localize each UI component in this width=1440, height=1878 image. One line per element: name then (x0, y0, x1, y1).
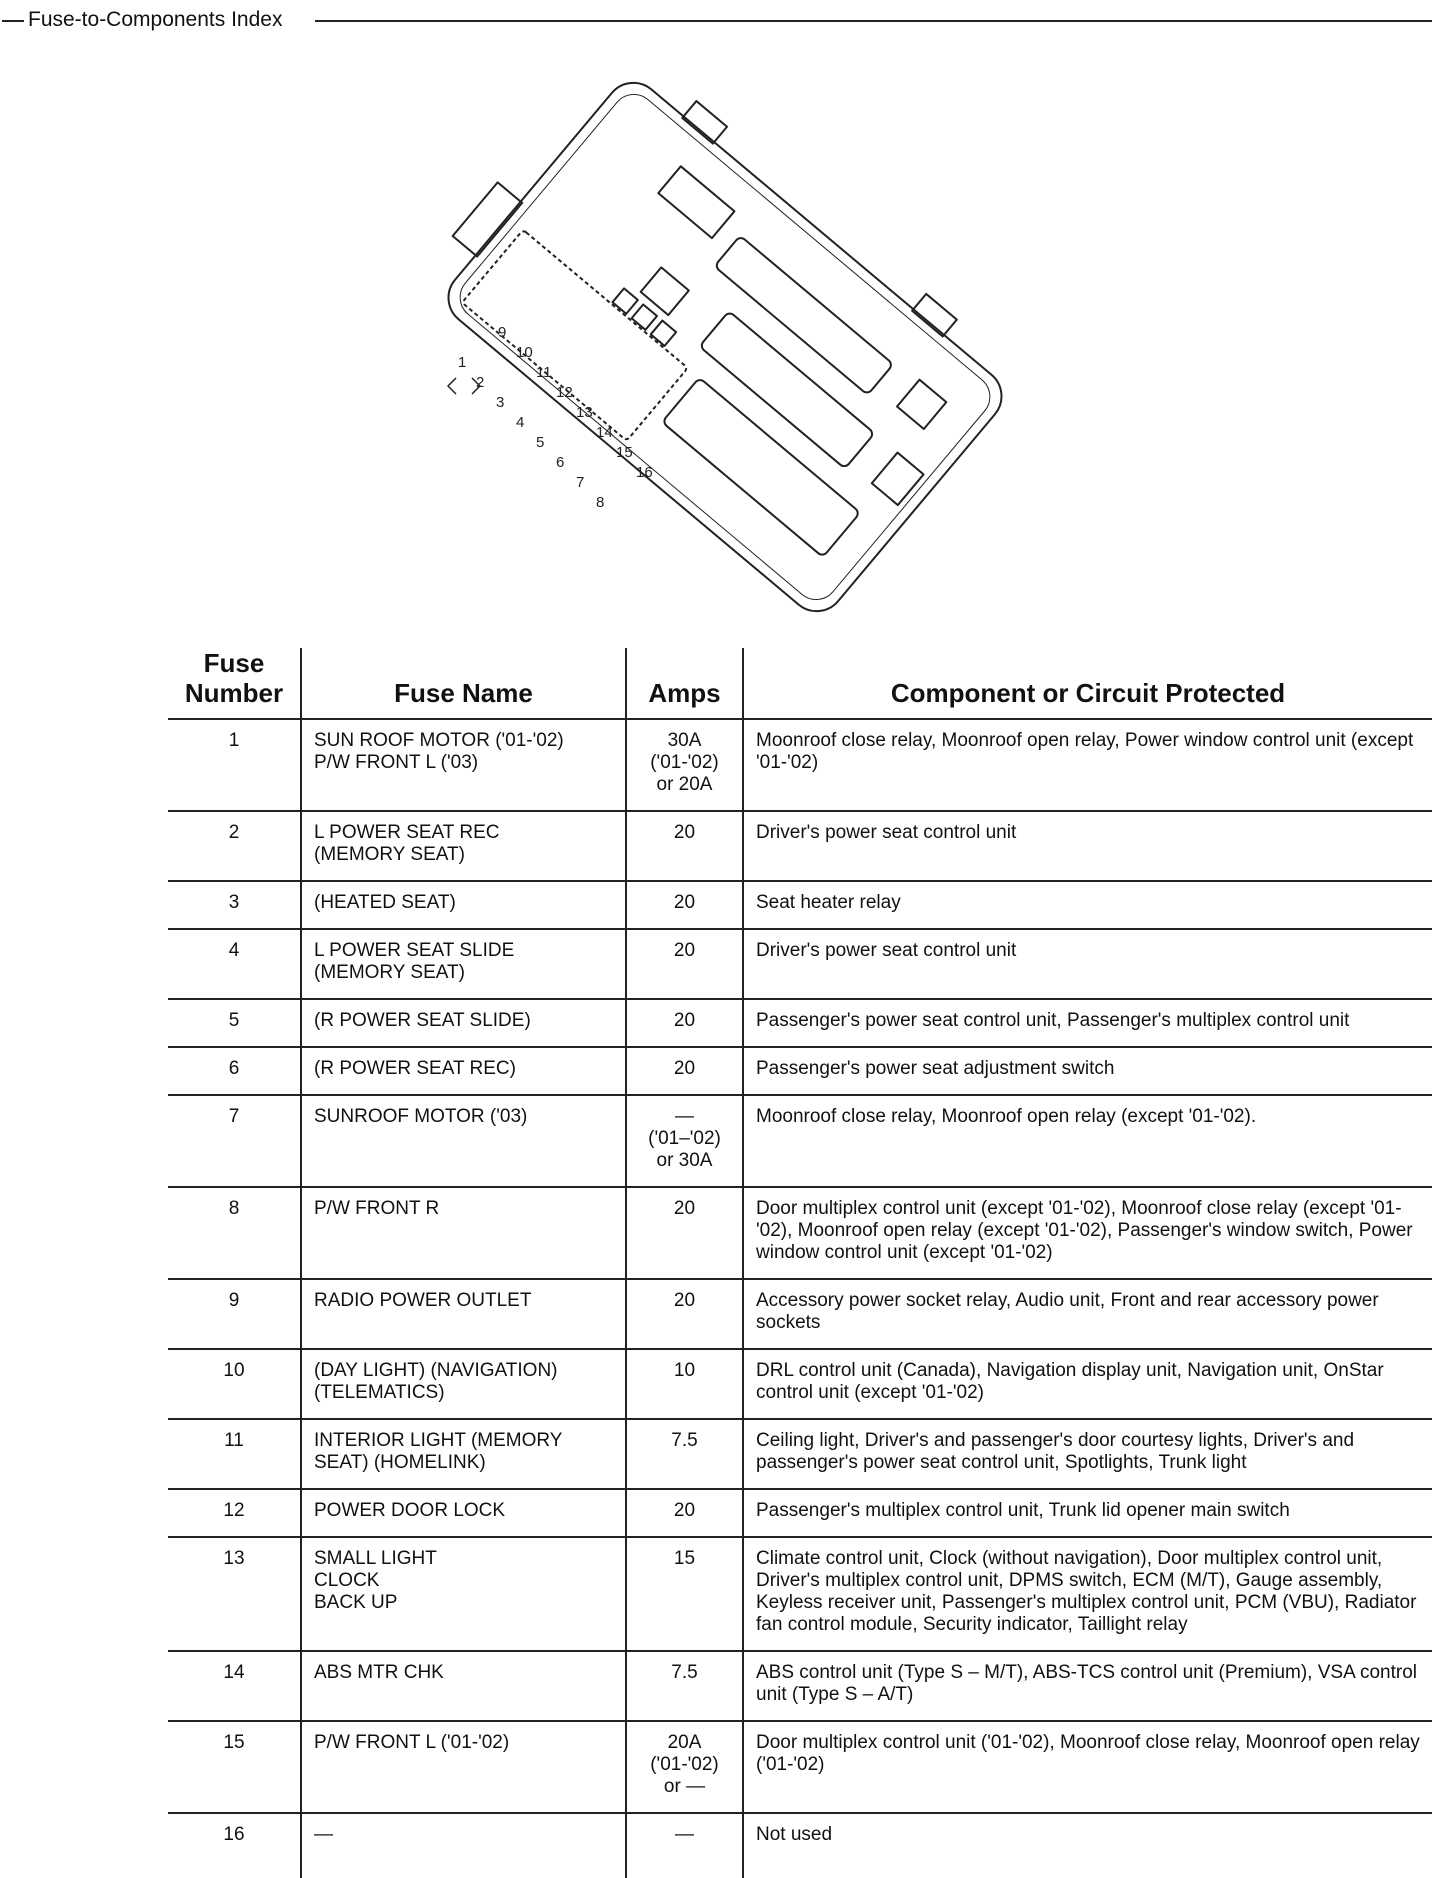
fuse-number-cell: 14 (168, 1651, 301, 1721)
component-cell: Moonroof close relay, Moonroof open relay, Power window control unit (except '01-'02) (743, 719, 1432, 811)
relay-block (662, 378, 860, 557)
fuse-name-cell (301, 1651, 626, 1721)
col-header-amps: Amps (626, 648, 743, 719)
amps-line: ('01-'02) (650, 1754, 719, 1775)
fuse-name-line: (MEMORY SEAT) (314, 844, 465, 865)
amps-cell (626, 929, 743, 999)
amps-cell (626, 1419, 743, 1489)
fuse-number-cell: 8 (168, 1187, 301, 1279)
table-row (168, 1095, 1432, 1187)
table-row (168, 1489, 1432, 1537)
slot-label-4: 4 (516, 414, 525, 431)
table-row (168, 1279, 1432, 1349)
slot-label-12: 12 (556, 384, 573, 401)
fuse-name-cell (301, 881, 626, 929)
page-title: Fuse-to-Components Index (28, 8, 286, 32)
header-rule (315, 20, 1432, 22)
amps-line: ('01–'02) (648, 1128, 721, 1149)
amps-cell (626, 1047, 743, 1095)
table-row (168, 881, 1432, 929)
amps-cell (626, 1489, 743, 1537)
fuse-table (168, 648, 1432, 1878)
amps-cell (626, 719, 743, 811)
fuse-name-line: CLOCK (314, 1570, 380, 1591)
relay-small (658, 166, 734, 238)
component-cell: Moonroof close relay, Moonroof open relay (except '01-'02). (743, 1095, 1432, 1187)
amps-line: or 30A (656, 1150, 713, 1171)
connector-tab (453, 182, 523, 256)
fuse-number-cell: 7 (168, 1095, 301, 1187)
fuse-name-cell (301, 999, 626, 1047)
amps-line: — (675, 1106, 694, 1127)
fuse-number-cell: 12 (168, 1489, 301, 1537)
amps-line: 7.5 (671, 1662, 698, 1683)
slot-label-13: 13 (576, 404, 593, 421)
slot-label-2: 2 (476, 374, 485, 391)
fuse-number-cell: 1 (168, 719, 301, 811)
fuse-name-line: — (314, 1824, 333, 1845)
fuse-name-line: ABS MTR CHK (314, 1662, 444, 1683)
fuse-name-line: INTERIOR LIGHT (MEMORY (314, 1430, 563, 1451)
slot-label-6: 6 (556, 454, 565, 471)
component-cell: Passenger's power seat control unit, Passenger's multiplex control unit (743, 999, 1432, 1047)
component-cell: Driver's power seat control unit (743, 811, 1432, 881)
fuse-name-line: (TELEMATICS) (314, 1382, 445, 1403)
slot-label-8: 8 (596, 494, 605, 511)
slot-label-14: 14 (596, 424, 613, 441)
fuse-name-line: P/W FRONT R (314, 1198, 440, 1219)
fuse-number-cell: 5 (168, 999, 301, 1047)
table-row (168, 719, 1432, 811)
relay-small (872, 453, 924, 505)
table-row (168, 1187, 1432, 1279)
table-row (168, 1721, 1432, 1813)
amps-line: or 20A (656, 774, 713, 795)
fuse-name-cell (301, 1419, 626, 1489)
housing-inner (451, 85, 999, 608)
fuse-name-cell (301, 1537, 626, 1651)
component-cell: Passenger's power seat adjustment switch (743, 1047, 1432, 1095)
fuse-box-diagram (430, 55, 1020, 640)
amps-line: 20 (673, 1290, 696, 1311)
fuse-number-cell: 2 (168, 811, 301, 881)
mount-tab (682, 101, 727, 144)
fuse-number-cell: 10 (168, 1349, 301, 1419)
component-cell: Door multiplex control unit ('01-'02), Moonroof close relay, Moonroof open relay ('01-'02) (743, 1721, 1432, 1813)
component-cell: Door multiplex control unit (except '01-'02), Moonroof close relay (except '01-'02), Moonroof open relay (except '01-'02), Passenger's window switch, Power window control unit (except '01-'02) (743, 1187, 1432, 1279)
fuse-number-cell: 9 (168, 1279, 301, 1349)
slot-label-16: 16 (636, 464, 653, 481)
amps-line: or — (663, 1776, 706, 1797)
table-row (168, 1047, 1432, 1095)
fuse-name-line: P/W FRONT L ('03) (314, 752, 479, 773)
component-cell: Passenger's multiplex control unit, Trunk lid opener main switch (743, 1489, 1432, 1537)
amps-line: 20 (673, 1010, 696, 1031)
fuse-name-cell (301, 719, 626, 811)
fuse-number-cell: 3 (168, 881, 301, 929)
slot-label-1: 1 (458, 354, 467, 371)
amps-cell (626, 1095, 743, 1187)
amps-line: — (675, 1824, 694, 1845)
relay-block (699, 311, 874, 468)
fuse-name-cell (301, 1721, 626, 1813)
table-row (168, 1813, 1432, 1878)
amps-cell (626, 811, 743, 881)
slot-label-7: 7 (576, 474, 585, 491)
fuse-name-cell (301, 1349, 626, 1419)
fuse-number-cell: 13 (168, 1537, 301, 1651)
fuse-name-cell (301, 1047, 626, 1095)
col-header-fuse-name: Fuse Name (301, 648, 626, 719)
fuse-name-line: (DAY LIGHT) (NAVIGATION) (314, 1360, 558, 1381)
table-header-row (168, 648, 1432, 719)
component-cell: Driver's power seat control unit (743, 929, 1432, 999)
fuse-number-cell: 6 (168, 1047, 301, 1095)
amps-line: 20 (673, 1198, 696, 1219)
amps-cell (626, 1349, 743, 1419)
fuse-name-cell (301, 1489, 626, 1537)
fuse-name-line: (R POWER SEAT REC) (314, 1058, 516, 1079)
fuse-name-line: P/W FRONT L ('01-'02) (314, 1732, 510, 1753)
fuse-number-cell: 4 (168, 929, 301, 999)
relay-block (714, 236, 893, 395)
component-cell: Accessory power socket relay, Audio unit, Front and rear accessory power sockets (743, 1279, 1432, 1349)
table-row (168, 811, 1432, 881)
fuse-name-cell (301, 1187, 626, 1279)
slot-label-3: 3 (496, 394, 505, 411)
table-row (168, 1651, 1432, 1721)
component-cell: Climate control unit, Clock (without navigation), Door multiplex control unit, Driver's multiplex control unit, DPMS switch, ECM (M/T), Gauge assembly, Keyless receiver unit, Passenger's multiplex control unit, PCM (VBU), Radiator fan control module, Security indicator, Taillight relay (743, 1537, 1432, 1651)
amps-cell (626, 1721, 743, 1813)
fuse-name-cell (301, 811, 626, 881)
fuse-name-line: SEAT) (HOMELINK) (314, 1452, 486, 1473)
amps-line: ('01-'02) (650, 752, 719, 773)
slot-label-11: 11 (536, 364, 552, 381)
fuse-name-line: (HEATED SEAT) (314, 892, 456, 913)
fuse-name-line: RADIO POWER OUTLET (314, 1290, 532, 1311)
header-dash (2, 20, 24, 22)
amps-cell (626, 881, 743, 929)
fuse-table-body (168, 719, 1432, 1878)
fuse-name-cell (301, 1813, 626, 1878)
amps-line: 20 (673, 1058, 696, 1079)
fuse-number-cell: 15 (168, 1721, 301, 1813)
mini-fuse (632, 304, 657, 329)
col-header-fuse-number: Fuse Number (168, 648, 301, 719)
fuse-name-line: POWER DOOR LOCK (314, 1500, 506, 1521)
slot-label-5: 5 (536, 434, 545, 451)
fuse-name-line: SMALL LIGHT (314, 1548, 437, 1569)
amps-cell (626, 1187, 743, 1279)
table-row (168, 1537, 1432, 1651)
amps-cell (626, 1537, 743, 1651)
page-header (0, 6, 1440, 36)
col-header-component: Component or Circuit Protected (743, 648, 1432, 719)
fuse-name-line: L POWER SEAT REC (314, 822, 500, 843)
fuse-name-cell (301, 1095, 626, 1187)
amps-line: 30A (667, 730, 702, 751)
mount-tab (912, 294, 957, 337)
fuse-name-line: SUN ROOF MOTOR ('01-'02) (314, 730, 564, 751)
amps-line: 15 (673, 1548, 696, 1569)
amps-cell (626, 999, 743, 1047)
amps-line: 20A (667, 1732, 702, 1753)
component-cell: Not used (743, 1813, 1432, 1878)
slot-label-10: 10 (516, 344, 533, 361)
mini-fuse (651, 321, 676, 346)
amps-cell (626, 1651, 743, 1721)
fuse-number-cell: 11 (168, 1419, 301, 1489)
slot-labels (458, 324, 653, 511)
component-cell: DRL control unit (Canada), Navigation display unit, Navigation unit, OnStar control unit (except '01-'02) (743, 1349, 1432, 1419)
mini-fuse (612, 288, 637, 313)
fuse-number-cell: 16 (223, 1824, 245, 1845)
slot-label-15: 15 (616, 444, 633, 461)
fuse-name-line: L POWER SEAT SLIDE (314, 940, 515, 961)
fuse-name-line: (MEMORY SEAT) (314, 962, 465, 983)
fuse-name-cell (301, 1279, 626, 1349)
amps-line: 20 (673, 822, 696, 843)
component-cell: Ceiling light, Driver's and passenger's door courtesy lights, Driver's and passenger's power seat control unit, Spotlights, Trunk light (743, 1419, 1432, 1489)
slot-label-9: 9 (498, 324, 507, 341)
relay-small (897, 380, 946, 429)
amps-line: 20 (673, 892, 696, 913)
amps-line: 7.5 (671, 1430, 698, 1451)
fuse-name-line: BACK UP (314, 1592, 398, 1613)
amps-line: 20 (673, 940, 696, 961)
amps-cell (626, 1279, 743, 1349)
fuse-name-line: (R POWER SEAT SLIDE) (314, 1010, 531, 1031)
table-row (168, 929, 1432, 999)
fuse-name-cell (301, 929, 626, 999)
component-cell: ABS control unit (Type S – M/T), ABS-TCS control unit (Premium), VSA control unit (Type S – A/T) (743, 1651, 1432, 1721)
amps-cell (626, 1813, 743, 1878)
table-row (168, 999, 1432, 1047)
fuse-name-line: SUNROOF MOTOR ('03) (314, 1106, 528, 1127)
table-row (168, 1419, 1432, 1489)
fuse-box-drawing (430, 55, 1020, 640)
amps-line: 10 (673, 1360, 696, 1381)
component-cell: Seat heater relay (743, 881, 1432, 929)
table-row (168, 1349, 1432, 1419)
amps-line: 20 (673, 1500, 696, 1521)
